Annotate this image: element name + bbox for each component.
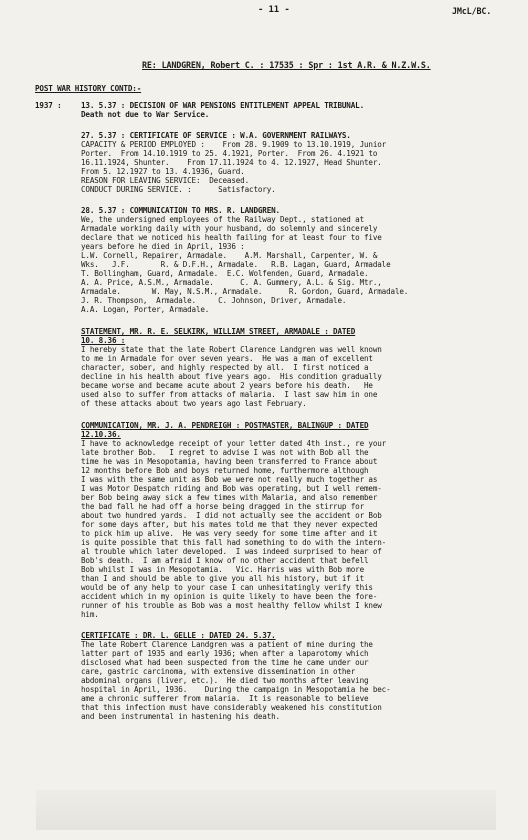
declaration-line: We, the undersigned employees of the Railway Dept., stationed at <box>81 215 364 224</box>
pendreigh-line: I was with the same unit as Bob we were not really much together as <box>81 475 378 484</box>
signatory-line: J. R. Thompson, Armadale. C. Johnson, Driver, Armadale. <box>81 296 347 305</box>
mrs-landgren-heading: 28. 5.37 : COMMUNICATION TO MRS. R. LANDGREN. <box>81 206 280 215</box>
pendreigh-line: Bob whilst I was in Mesopotamia. Vic. Harris was with Bob more <box>81 565 364 574</box>
pendreigh-line: I have to acknowledge receipt of your letter dated 4th inst., re your <box>81 439 387 448</box>
selkirk-statement-date: 10. 8.36 : <box>81 336 126 345</box>
gelle-line: latter part of 1935 and early 1936; when after a laparotomy which <box>81 649 369 658</box>
pendreigh-line: than I and should be able to give you all his history, but if it <box>81 574 364 583</box>
pendreigh-line: accident which in my opinion is quite likely to have been the fore- <box>81 592 378 601</box>
service-line: Porter. From 14.10.1919 to 25. 4.1921, Porter. From 26. 4.1921 to <box>81 149 378 158</box>
tribunal-decision-heading: 13. 5.37 : DECISION OF WAR PENSIONS ENTITLEMENT APPEAL TRIBUNAL. <box>81 101 364 110</box>
selkirk-line: to me in Armadale for over seven years. He was a man of excellent <box>81 354 373 363</box>
service-line: CONDUCT DURING SERVICE. : Satisfactory. <box>81 185 276 194</box>
gelle-line: care, gastric carcinoma, with extensive dissemination in other <box>81 667 356 676</box>
pendreigh-line: runner of his trouble as Bob was a most healthy fellow whilst I knew <box>81 601 382 610</box>
service-line: 16.11.1924, Shunter. From 17.11.1924 to 4. 12.1927, Head Shunter. <box>81 158 382 167</box>
page-number: - 11 - <box>258 5 290 15</box>
signatory-line: A. A. Price, A.S.M., Armadale. C. A. Gummery, A.L. & Sig. Mtr., <box>81 278 382 287</box>
gelle-line: disclosed what had been suspected from the time he came under our <box>81 658 369 667</box>
subject-line: RE: LANDGREN, Robert C. : 17535 : Spr : 1st A.R. & N.Z.W.S. <box>142 60 431 70</box>
declaration-line: years before he died in April, 1936 : <box>81 242 245 251</box>
pendreigh-line: 12 months before Bob and boys returned home, furthermore although <box>81 466 369 475</box>
pendreigh-heading: COMMUNICATION, MR. J. A. PENDREIGH : POSTMASTER, BALINGUP : DATED <box>81 421 369 430</box>
pendreigh-line: him. <box>81 610 99 619</box>
selkirk-line: became worse and became acute about 2 years before his death. He <box>81 381 373 390</box>
pendreigh-line: time he was in Mesopotamia, having been transferred to France about <box>81 457 378 466</box>
declaration-line: declare that we noticed his health failing for at least four to five <box>81 233 382 242</box>
pendreigh-line: would be of any help to your case I can unhesitatingly verify this <box>81 583 373 592</box>
signatory-line: Armadale. W. May, N.S.M., Armadale. R. Gordon, Guard, Armadale. <box>81 287 409 296</box>
pendreigh-line: I was Motor Despatch riding and Bob was operating, but I well remem- <box>81 484 382 493</box>
selkirk-statement-heading: STATEMENT, MR. R. E. SELKIRK, WILLIAM STREET, ARMADALE : DATED <box>81 327 356 336</box>
pendreigh-line: ber Bob being away sick a few times with Malaria, and also remember <box>81 493 378 502</box>
gelle-line: and been instrumental in hastening his death. <box>81 712 280 721</box>
selkirk-line: of these attacks about two years ago last February. <box>81 399 307 408</box>
pendreigh-line: for some days after, but his mates told me that they never expected <box>81 520 378 529</box>
pendreigh-line: late brother Bob. I regret to advise I was not with Bob all the <box>81 448 369 457</box>
service-certificate-heading: 27. 5.37 : CERTIFICATE OF SERVICE : W.A. GOVERNMENT RAILWAYS. <box>81 131 351 140</box>
service-line: CAPACITY & PERIOD EMPLOYED : From 28. 9.1909 to 13.10.1919, Junior <box>81 140 387 149</box>
gelle-line: that this infection must have considerably weakened his constitution <box>81 703 382 712</box>
file-reference: JMcL/BC. <box>452 6 492 16</box>
signatory-line: L.W. Cornell, Repairer, Armadale. A.M. Marshall, Carpenter, W. & <box>81 251 378 260</box>
selkirk-line: used also to suffer from attacks of malaria. I last saw him in one <box>81 390 378 399</box>
service-line: REASON FOR LEAVING SERVICE: Deceased. <box>81 176 250 185</box>
pendreigh-line: to pick him up alive. He was very seedy for some time after and it <box>81 529 378 538</box>
pendreigh-date: 12.10.36. <box>81 430 121 439</box>
gelle-line: hospital in April, 1936. During the campaign in Mesopotamia he bec- <box>81 685 391 694</box>
pendreigh-line: about two hundred yards. I did not actually see the accident or Bob <box>81 511 382 520</box>
signatory-line: A.A. Logan, Porter, Armadale. <box>81 305 210 314</box>
paper-shading <box>36 790 496 830</box>
year-label: 1937 : <box>35 101 62 110</box>
gelle-line: The late Robert Clarence Landgren was a patient of mine during the <box>81 640 373 649</box>
pendreigh-line: the bad fall he had off a horse being dragged in the stirrup for <box>81 502 364 511</box>
pendreigh-line: is quite possible that this fall had something to do with the intern- <box>81 538 387 547</box>
gelle-line: ame a chronic sufferer from malaria. It is reasonable to believe <box>81 694 369 703</box>
pendreigh-line: Bob's death. I am afraid I know of no other accident that befell <box>81 556 369 565</box>
signatory-line: T. Bollingham, Guard, Armadale. E.C. Wolfenden, Guard, Armadale. <box>81 269 369 278</box>
pendreigh-line: al trouble which later developed. I was indeed surprised to hear of <box>81 547 382 556</box>
gelle-line: abdominal organs (liver, etc.). He died two months after leaving <box>81 676 369 685</box>
service-line: From 5. 12.1927 to 13. 4.1936, Guard. <box>81 167 245 176</box>
selkirk-line: I hereby state that the late Robert Clarence Landgren was well known <box>81 345 382 354</box>
selkirk-line: character, sober, and highly respected by all. I first noticed a <box>81 363 369 372</box>
tribunal-decision-text: Death not due to War Service. <box>81 110 210 119</box>
declaration-line: Armadale working daily with your husband, do solemnly and sincerely <box>81 224 378 233</box>
signatory-line: Wks. J.F. R. & D.F.H., Armadale. R.B. Lagan, Guard, Armadale <box>81 260 391 269</box>
selkirk-line: decline in his health about five years ago. His condition gradually <box>81 372 382 381</box>
gelle-certificate-heading: CERTIFICATE : DR. L. GELLE : DATED 24. 5.37. <box>81 631 276 640</box>
section-title: POST WAR HISTORY CONTD:- <box>35 84 142 93</box>
